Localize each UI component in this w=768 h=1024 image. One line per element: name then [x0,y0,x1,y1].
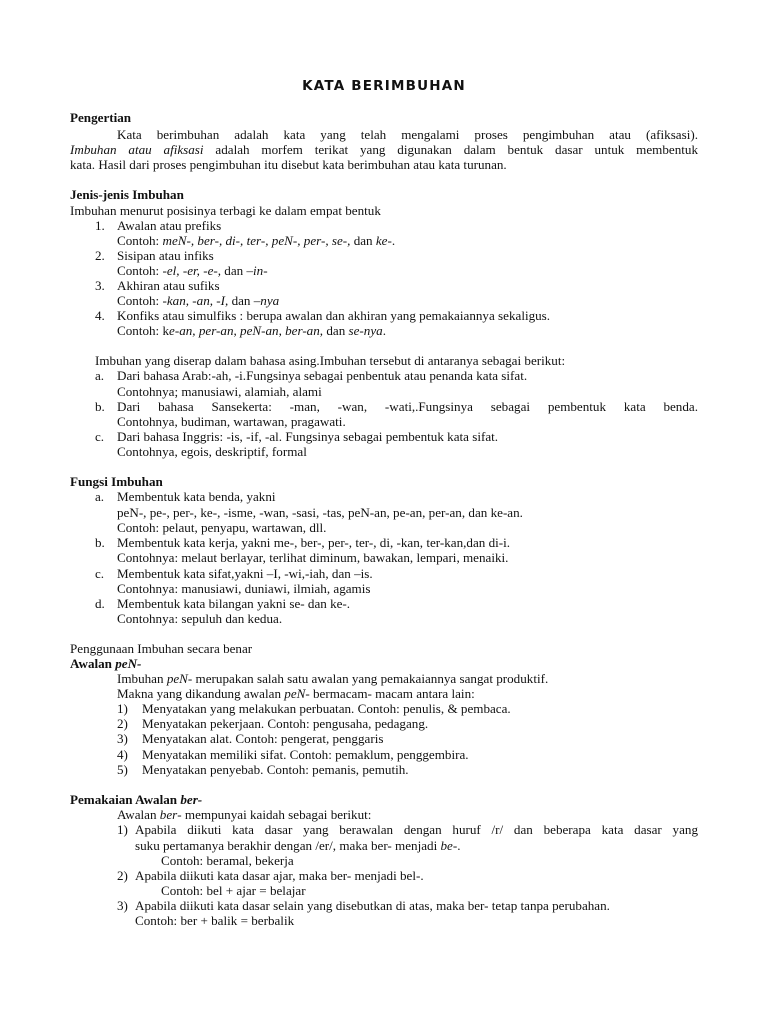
italic-affix: peN- [166,671,193,686]
text: Makna yang dikandung awalan [117,686,285,701]
list-item: Apabila diikuti kata dasar yang berawalan dengan huruf /r/ dan beberapa kata dasar yang [135,822,698,837]
list-item: Menyatakan memiliki sifat. Contoh: pemaklum, penggembira. [142,747,469,762]
paragraph-line: Imbuhan yang diserap dalam bahasa asing.Imbuhan tersebut di antaranya sebagai berikut: [95,353,566,368]
list-item: Apabila diikuti kata dasar ajar, maka ber- menjadi bel-. [135,868,424,883]
list-example: Contohnya: manusiawi, duniawi, ilmiah, agamis [117,581,371,596]
list-number: 4) [117,747,128,762]
paragraph-line [70,142,698,157]
heading-affix: ber- [180,792,203,807]
list-letter: d. [95,596,105,611]
list-item: Menyatakan yang melakukan perbuatan. Contoh: penulis, & pembaca. [142,701,511,716]
example-affixes: e-an, per-an, peN-an, ber-an, [169,323,324,338]
section-heading-fungsi: Fungsi Imbuhan [70,474,163,489]
text: . [457,838,461,853]
list-example: Contoh: bel + ajar = belajar [161,883,306,898]
list-letter: b. [95,535,105,550]
example-tail: . [391,233,396,248]
list-number: 2) [117,716,128,731]
list-item-line [135,838,461,853]
list-item: Menyatakan alat. Contoh: pengerat, penggaris [142,731,384,746]
example-prefix: Contoh: [117,233,163,248]
italic-affix: ber [159,807,178,822]
example-affixes: -el, -er, -e-, [162,263,222,278]
section-heading-penggunaan: Penggunaan Imbuhan secara benar [70,641,253,656]
example-affixes: -kan, -an, -I, [162,293,229,308]
subheading-label: Awalan [70,656,116,671]
example-affix-last: se-nya [348,323,383,338]
list-example: Contohnya, budiman, wartawan, pragawati. [117,414,346,429]
paragraph-text: adalah morfem terikat yang digunakan dalam bentuk dasar untuk membentuk [203,142,699,157]
example-affix-last: –in- [246,263,268,278]
list-letter: b. [95,399,105,414]
list-item: Menyatakan penyebab. Contoh: pemanis, pemutih. [142,762,409,777]
list-item: Konfiks atau simulfiks : berupa awalan dan akhiran yang pemakaiannya sekaligus. [117,308,551,323]
list-example: Contoh: ber + balik = berbalik [135,913,295,928]
text: suku pertamanya berakhir dengan /er/, maka ber- menjadi [135,838,441,853]
paragraph-line [117,807,371,822]
example-connector: dan [350,233,376,248]
list-item: Dari bahasa Arab:-ah, -i.Fungsinya sebagai penbentuk atau penanda kata sifat. [117,368,528,383]
section-heading-ber [70,792,202,807]
example-affixes: meN-, ber-, di-, ter-, peN-, per-, se-, [162,233,351,248]
list-example [117,293,279,308]
list-example: Contoh: beramal, bekerja [161,853,294,868]
example-connector: dan [323,323,349,338]
italic-affix: be- [440,838,458,853]
example-prefix: Contoh: k [117,323,170,338]
example-prefix: Contoh: [117,293,163,308]
list-number: 2) [117,868,128,883]
list-letter: a. [95,368,105,383]
list-item: Membentuk kata sifat,yakni –I, -wi,-iah, dan –is. [117,566,373,581]
example-connector: dan [228,293,254,308]
subheading-affix: peN- [115,656,142,671]
list-item: Membentuk kata kerja, yakni me-, ber-, per-, ter-, di, -kan, ter-kan,dan di-i. [117,535,511,550]
list-intro: Imbuhan menurut posisinya terbagi ke dalam empat bentuk [70,203,381,218]
list-letter: a. [95,489,105,504]
list-number: 1) [117,822,128,837]
paragraph-line [117,686,475,701]
list-number: 1. [95,218,105,233]
list-example: Contohnya: melaut berlayar, terlihat diminum, bawakan, lempari, menaiki. [117,550,509,565]
list-item: Apabila diikuti kata dasar selain yang disebutkan di atas, maka ber- tetap tanpa perubahan. [135,898,610,913]
example-prefix: Contoh: [117,263,163,278]
list-item: Menyatakan pekerjaan. Contoh: pengusaha, pedagang. [142,716,429,731]
page-title: KATA BERIMBUHAN [302,78,466,94]
example-affix-last: –nya [253,293,280,308]
list-number: 3. [95,278,105,293]
list-number: 5) [117,762,128,777]
list-example: Contohnya; manusiawi, alamiah, alami [117,384,322,399]
subheading-awalan-pen [70,656,141,671]
list-item: Membentuk kata benda, yakni [117,489,276,504]
text: Imbuhan [117,671,167,686]
list-item: Akhiran atau sufiks [117,278,220,293]
list-example [117,323,386,338]
list-example: Contoh: pelaut, penyapu, wartawan, dll. [117,520,327,535]
text: - mempunyai kaidah sebagai berikut: [177,807,372,822]
list-number: 2. [95,248,105,263]
list-item: Membentuk kata bilangan yakni se- dan ke-. [117,596,351,611]
section-heading-jenis: Jenis-jenis Imbuhan [70,187,184,202]
section-heading-pengertian: Pengertian [70,110,132,125]
list-example: Contohnya: sepuluh dan kedua. [117,611,283,626]
list-letter: c. [95,429,105,444]
list-item: Awalan atau prefiks [117,218,222,233]
list-number: 4. [95,308,105,323]
text: bermacam- macam antara lain: [309,686,475,701]
list-number: 1) [117,701,128,716]
list-item: Dari bahasa Inggris: -is, -if, -al. Fungsinya sebagai pembentuk kata sifat. [117,429,499,444]
text: Awalan [117,807,160,822]
list-number: 3) [117,731,128,746]
paragraph-line: Kata berimbuhan adalah kata yang telah mengalami proses pengimbuhan atau (afiksasi). [117,127,698,142]
list-example [117,263,268,278]
paragraph-line [117,671,548,686]
list-example [117,233,395,248]
example-affix-last: ke- [375,233,392,248]
list-example: Contohnya, egois, deskriptif, formal [117,444,307,459]
example-tail: . [382,323,386,338]
list-item-line: peN-, pe-, per-, ke-, -isme, -wan, -sasi, -tas, peN-an, pe-an, per-an, dan ke-an. [117,505,523,520]
list-number: 3) [117,898,128,913]
paragraph-line: kata. Hasil dari proses pengimbuhan itu disebut kata berimbuhan atau kata turunan. [70,157,507,172]
text: merupakan salah satu awalan yang pemakaiannya sangat produktif. [192,671,549,686]
list-item: Dari bahasa Sansekerta: -man, -wan, -wati,.Fungsinya sebagai pembentuk kata benda. [117,399,698,414]
heading-label: Pemakaian Awalan [70,792,181,807]
italic-affix: peN- [284,686,310,701]
example-connector: dan [221,263,247,278]
italic-term: Imbuhan atau afiksasi [70,142,204,157]
list-letter: c. [95,566,105,581]
list-item: Sisipan atau infiks [117,248,214,263]
